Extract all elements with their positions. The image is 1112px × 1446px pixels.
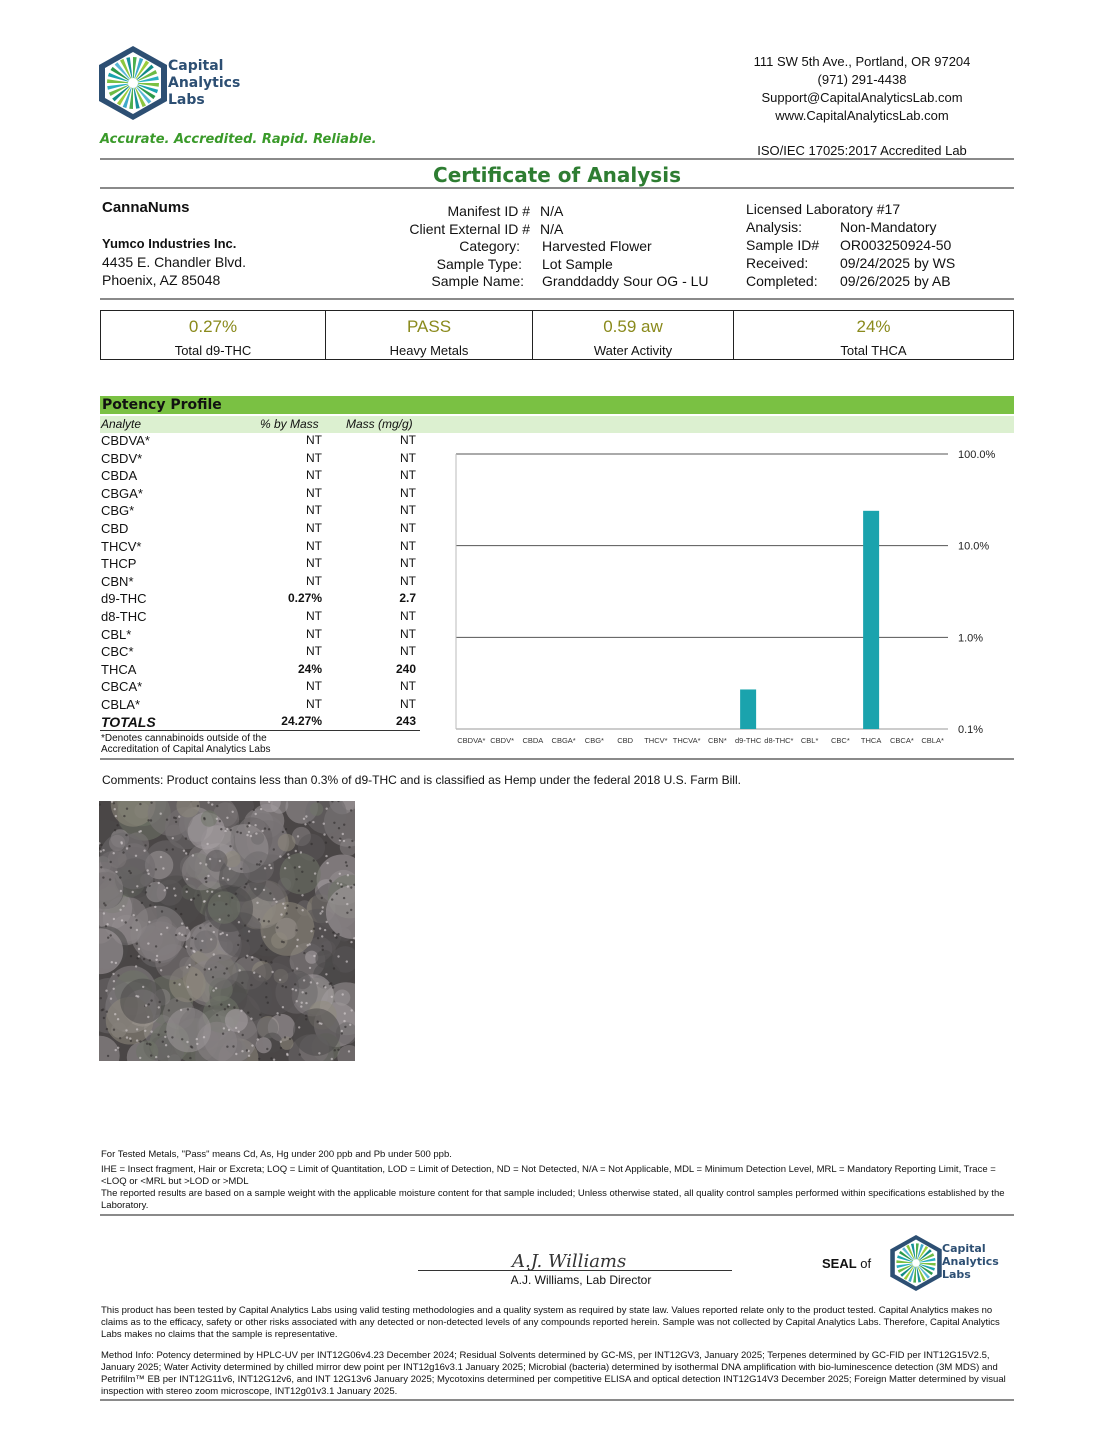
x-tick-label: CBDV* — [490, 736, 515, 745]
totals-mass: 243 — [395, 713, 416, 728]
analyte-mass: NT — [400, 433, 416, 447]
analyte-pct: NT — [306, 450, 322, 465]
seal-logo-line-2: Analytics — [942, 1255, 999, 1268]
y-tick-label: 10.0% — [958, 540, 990, 553]
table-row — [100, 521, 420, 538]
y-tick-label: 0.1% — [958, 724, 984, 736]
table-row — [100, 539, 420, 556]
table-row — [100, 662, 420, 679]
x-tick-label: CBL* — [800, 736, 819, 745]
header-pct: % by Mass — [260, 417, 319, 431]
sample-name-label: Sample Name: — [431, 273, 524, 289]
client-external-value: N/A — [540, 220, 564, 237]
table-row — [100, 433, 420, 450]
summary-total-thca — [734, 311, 1013, 359]
analyte-name: CBG* — [101, 503, 135, 519]
license-number: Licensed Laboratory #17 — [746, 201, 901, 217]
sample-type-label: Sample Type: — [436, 255, 522, 272]
analyte-pct: NT — [306, 697, 322, 711]
lab-logo — [96, 44, 256, 122]
received-value: 09/24/2025 by WS — [840, 255, 956, 271]
analysis-value: Non-Mandatory — [840, 219, 937, 235]
analyte-mass: NT — [400, 609, 416, 623]
sample-id-label: Sample ID# — [746, 237, 820, 253]
footnote-line-1: *Denotes cannabinoids outside of the — [101, 733, 267, 744]
signature-line — [418, 1270, 732, 1271]
manifest-label: Manifest ID # — [447, 203, 530, 219]
x-tick-label: THCA — [860, 736, 882, 745]
table-row — [100, 574, 420, 591]
summary-label: Total THCA — [840, 343, 907, 358]
analyte-name: CBD — [101, 521, 129, 536]
analyte-pct: NT — [306, 679, 322, 694]
signature-script: A.J. Williams — [512, 1251, 627, 1272]
abbreviation-note: IHE = Insect fragment, Hair or Excreta; LOQ = Limit of Quantitation, LOD = Limit of Detection, ND = Not Detected, N/A = Not Applicable, MDL = Minimum Detection Level, MRL = Mandatory Reporting Limit, Trace = <LOQ or <MRL but >LOD or >MDL — [101, 1164, 996, 1187]
table-row — [100, 556, 420, 573]
summary-label: Water Activity — [593, 343, 673, 358]
lab-phone: (971) 291-4438 — [817, 72, 907, 87]
analysis-label: Analysis: — [746, 219, 803, 235]
analyte-name: CBC* — [101, 644, 134, 660]
summary-water-activity — [533, 311, 734, 359]
analyte-pct: NT — [306, 503, 322, 518]
summary-label: Heavy Metals — [389, 343, 469, 358]
lab-info — [746, 200, 1014, 290]
x-tick-label: CBDA — [522, 736, 544, 745]
lab-address: 111 SW 5th Ave., Portland, OR 97204 — [753, 54, 971, 69]
sample-name-value: Granddaddy Sour OG - LU — [542, 273, 709, 289]
analyte-mass: NT — [400, 626, 416, 641]
analyte-name: CBL* — [101, 626, 132, 642]
analyte-name: CBDA — [101, 468, 138, 484]
footnote-line-2: Accreditation of Capital Analytics Labs — [101, 744, 271, 755]
analyte-name: CBDVA* — [101, 433, 150, 448]
analyte-pct: NT — [306, 573, 322, 588]
analyte-name: CBGA* — [101, 485, 143, 501]
potency-title: Potency Profile — [102, 397, 222, 413]
table-row — [100, 468, 420, 485]
lab-email: Support@CapitalAnalyticsLab.com — [761, 90, 963, 105]
comments: Comments: Product contains less than 0.3% of d9-THC and is classified as Hemp under the federal 2018 U.S. Farm Bill. — [102, 773, 741, 787]
x-tick-label: CBN* — [707, 736, 727, 745]
analyte-pct: NT — [306, 433, 322, 447]
analyte-mass: NT — [400, 679, 416, 694]
table-row — [100, 697, 420, 714]
results-note: The reported results are based on a sample weight with the applicable moisture content for that sample included; Unless otherwise stated, all quality control samples performed within specifications established by the Laboratory. — [101, 1188, 1005, 1211]
completed-label: Completed: — [746, 273, 818, 289]
y-tick-label: 100.0% — [958, 449, 996, 461]
analyte-pct: NT — [306, 644, 322, 659]
x-tick-label: CBDVA* — [457, 736, 486, 745]
page-title: Certificate of Analysis — [433, 163, 681, 187]
bar-d9thc — [740, 689, 756, 729]
totals-row — [100, 714, 420, 731]
table-row — [100, 503, 420, 520]
analyte-mass: NT — [400, 485, 416, 500]
analyte-mass: NT — [400, 573, 416, 588]
x-tick-label: CBC* — [830, 736, 850, 745]
table-row — [100, 486, 420, 503]
analyte-pct: NT — [306, 485, 322, 500]
seal-logo — [888, 1233, 1008, 1293]
seal-logo-line-1: Capital — [942, 1242, 986, 1255]
analyte-pct: NT — [306, 521, 322, 535]
sample-type-value: Lot Sample — [542, 255, 613, 272]
table-row — [100, 679, 420, 696]
analyte-name: THCV* — [101, 538, 142, 554]
x-tick-label: CBCA* — [889, 736, 914, 745]
analyte-mass: NT — [400, 697, 416, 711]
metals-note: For Tested Metals, "Pass" means Cd, As, Hg under 200 ppb and Pb under 500 ppb. — [101, 1149, 452, 1160]
x-tick-label: THCV* — [644, 736, 668, 745]
client-street: 4435 E. Chandler Blvd. — [102, 254, 246, 270]
summary-value: 0.59 aw — [603, 317, 663, 336]
disclaimer: This product has been tested by Capital Analytics Labs using valid testing methodologies and a quality system as required by state law. Values reported relate only to the product tested. Capital Analytics makes no claims as to the efficacy, safety or other risks associated with any detected or non-detected levels of any compounds reported herein. Sample was not collected by Capital Analytics Labs. Therefore, Capital Analytics Labs makes no claims that the sample is representative. — [101, 1305, 1000, 1340]
logo-line-2: Analytics — [168, 75, 241, 91]
table-row — [100, 627, 420, 644]
totals-underline — [100, 730, 420, 731]
logo-line-1: Capital — [168, 58, 224, 74]
summary-value: PASS — [406, 317, 452, 336]
client-city: Phoenix, AZ 85048 — [102, 272, 221, 288]
totals-pct: 24.27% — [281, 713, 322, 728]
seal-logo-line-3: Labs — [942, 1268, 971, 1281]
x-tick-label: CBG* — [584, 736, 604, 745]
analyte-pct: NT — [306, 626, 322, 641]
table-row — [100, 644, 420, 661]
summary-heavy-metals — [326, 311, 533, 359]
analyte-name: CBLA* — [101, 697, 141, 712]
manifest-value: N/A — [540, 203, 564, 219]
analyte-pct: 0.27% — [287, 591, 322, 606]
x-tick-label: CBGA* — [551, 736, 576, 745]
method-info: Method Info: Potency determined by HPLC-UV per INT12G06v4.23 December 2024; Residual Solvents determined by GC-MS, per INT12GV3, January 2025; Terpenes determined by GC-FID per INT12G15V2.5, January 2025; Water Activity determined by chilled mirror dew point per INT12g16v3.1 January 2025; Microbial (bacteria) determined by isothermal DNA amplification with bio-luminescence detection (3M MDS) and Petrifilm™ EB per INT12G11v6, INT12G12v6, and INT 12G13v6 January 2025; Mycotoxins determined per competitive ELISA and optical detection INT12G14V3 December 2025; Foreign Matter determined by visual inspection with stereo zoom microscope, INT12g01v3.1 January 2025. — [101, 1350, 1006, 1397]
potency-header — [100, 396, 1014, 414]
analyte-pct: NT — [306, 538, 322, 553]
table-row — [100, 591, 420, 608]
analyte-pct: NT — [306, 468, 322, 483]
seal-of: of — [860, 1256, 872, 1271]
sample-info — [330, 202, 730, 290]
summary-value: 24% — [856, 317, 891, 336]
client-company: Yumco Industries Inc. — [102, 236, 237, 251]
client-brand: CannaNums — [102, 199, 190, 216]
bar-thca — [863, 511, 879, 729]
analyte-name: d9-THC — [101, 591, 147, 607]
summary-total-d9-thc — [101, 311, 326, 359]
analyte-mass: NT — [400, 644, 416, 659]
product-photo — [99, 801, 355, 1061]
x-tick-label: CBD — [617, 736, 634, 745]
lab-logo-icon — [96, 44, 170, 122]
analyte-pct: NT — [306, 556, 322, 571]
analyte-name: d8-THC — [101, 609, 147, 624]
totals-label: TOTALS — [101, 713, 156, 730]
y-tick-label: 1.0% — [958, 632, 984, 645]
lab-website: www.CapitalAnalyticsLab.com — [775, 108, 949, 123]
seal-label: SEAL — [822, 1256, 857, 1271]
category-value: Harvested Flower — [542, 238, 652, 254]
analyte-mass: NT — [400, 556, 416, 571]
summary-value: 0.27% — [188, 317, 238, 336]
summary-boxes — [100, 310, 1014, 360]
header-analyte: Analyte — [101, 417, 142, 431]
sample-id-value: OR003250924-50 — [840, 237, 952, 253]
analyte-pct: NT — [306, 609, 322, 623]
analyte-name: CBN* — [101, 573, 134, 589]
client-external-label: Client External ID # — [409, 220, 530, 237]
analyte-name: THCA — [101, 661, 137, 677]
table-row — [100, 451, 420, 468]
lab-tagline: Accurate. Accredited. Rapid. Reliable. — [100, 132, 377, 147]
analyte-mass: NT — [400, 521, 416, 535]
x-tick-label: CBLA* — [921, 736, 944, 745]
x-tick-label: d8-THC* — [764, 736, 794, 745]
seal-logo-icon — [888, 1233, 944, 1293]
analyte-mass: NT — [400, 468, 416, 483]
table-row — [100, 609, 420, 626]
analyte-mass: NT — [400, 538, 416, 553]
analyte-pct: 24% — [297, 661, 322, 676]
completed-value: 09/26/2025 by AB — [840, 273, 951, 289]
potency-chart — [440, 440, 1010, 750]
x-tick-label: d9-THC — [734, 736, 762, 745]
accreditation: ISO/IEC 17025:2017 Accredited Lab — [757, 143, 967, 158]
x-tick-label: THCVA* — [672, 736, 701, 745]
analyte-mass: NT — [400, 450, 416, 465]
category-label: Category: — [459, 238, 520, 254]
summary-label: Total d9-THC — [174, 343, 252, 358]
analyte-mass: 2.7 — [399, 591, 416, 606]
analyte-mass: 240 — [395, 661, 416, 676]
header-mass: Mass (mg/g) — [346, 417, 413, 431]
received-label: Received: — [746, 255, 809, 271]
signature-name: A.J. Williams, Lab Director — [510, 1273, 652, 1287]
analyte-name: THCP — [101, 556, 137, 572]
logo-line-3: Labs — [168, 92, 205, 108]
analyte-name: CBCA* — [101, 679, 143, 695]
analyte-name: CBDV* — [101, 450, 143, 466]
potency-column-headers — [100, 416, 1014, 433]
analyte-mass: NT — [400, 503, 416, 518]
